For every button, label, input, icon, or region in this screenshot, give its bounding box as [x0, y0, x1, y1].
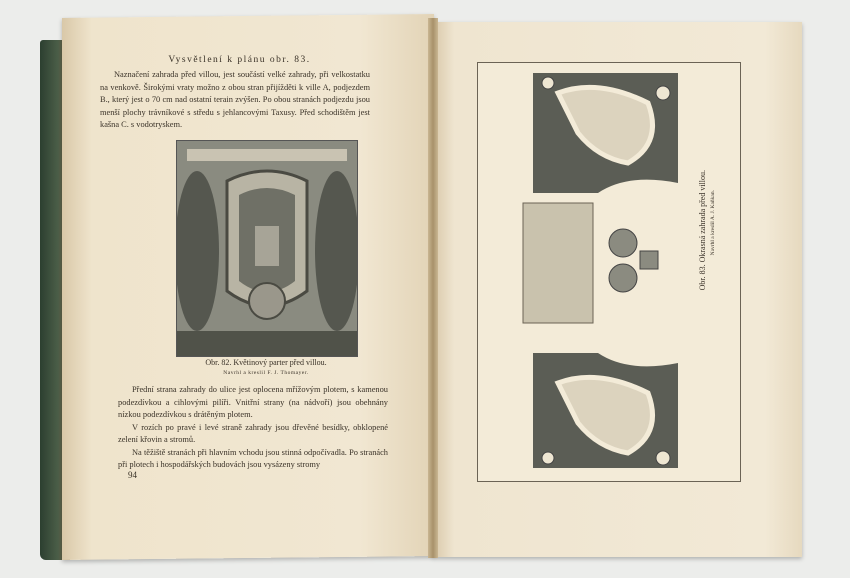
book-gutter: [428, 18, 438, 558]
page-number: 94: [128, 470, 137, 480]
section-heading: Vysvětlení k plánu obr. 83.: [168, 55, 311, 65]
paragraph-fence: Přední strana zahrady do ulice jest oplocena mřížovým plotem, s kamenou podezdívkou a cihlovými pilíři. Vnitřní strany (na nádvoří) jsou obehnány nízkou podezdívkou s drátěným plotem.: [118, 385, 388, 419]
figure-83-caption-block: [676, 160, 736, 400]
paragraph-arbors: V rozích po pravé i levé straně zahrady jsou dřevěné besídky, obklopené zelení křovin a stromů.: [118, 422, 388, 444]
figure-83-caption: Obr. 83. Okrasná zahrada před villou.: [698, 170, 707, 291]
figure-83-credit: Navrhl a kreslil A. J. Kaňkan.: [710, 190, 716, 256]
figure-82-caption: Obr. 82. Květinový parter před villou.: [205, 358, 327, 367]
figure-82-credit: Navrhl a kreslil F. J. Thomayer.: [223, 370, 309, 376]
left-text-block: [72, 55, 407, 132]
figure-82-parterre: [176, 140, 358, 357]
lower-text-block: [118, 384, 388, 472]
paragraph-rest-areas: Na těžiště stranách při hlavním vchodu jsou stinná odpočívadla. Po stranách při plotech i hospodářských budovách jsou vysázeny stromy: [118, 447, 388, 469]
intro-paragraph: Naznačení zahrada před villou, jest součástí velké zahrady, při velkostatku na venkově. Širokými vraty možno z obou stran přijížděti k ville A, podjezdem B., který jest o 70 cm nad ostatní terain zvýšen. Po obou stranách podjezdu jsou menší plochy trávníkové s středu s jehlancovými Taxusy. Před schodištěm jest kašna C. s vodotryskem.: [100, 70, 370, 129]
parterre-illustration: [177, 141, 357, 356]
